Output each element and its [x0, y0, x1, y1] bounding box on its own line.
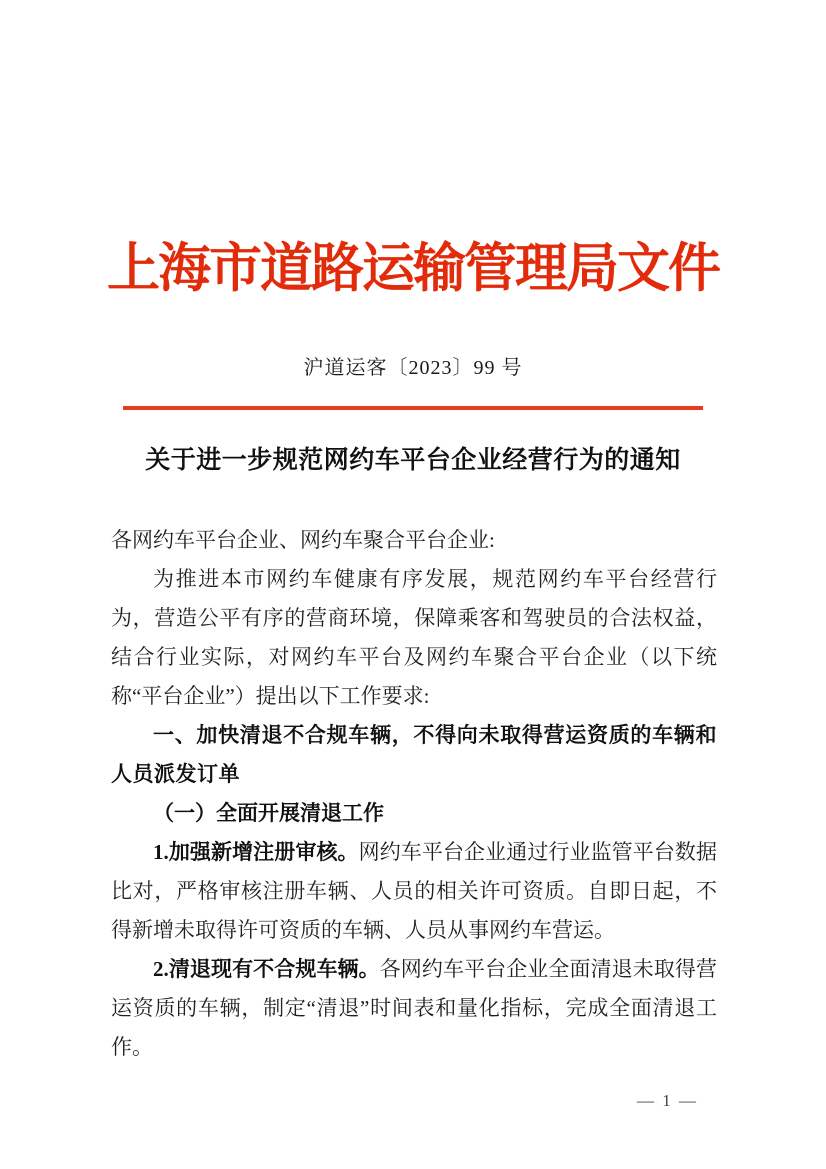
- document-title: 关于进一步规范网约车平台企业经营行为的通知: [145, 447, 681, 474]
- section-1-heading: 一、加快清退不合规车辆，不得向未取得营运资质的车辆和人员派发订单: [111, 724, 717, 786]
- document-number: 沪道运客〔2023〕99 号: [303, 357, 523, 379]
- item-2-paragraph: [111, 950, 717, 1067]
- masthead-title: 上海市道路运输管理局文件: [107, 240, 719, 298]
- salutation: 各网约车平台企业、网约车聚合平台企业:: [111, 528, 495, 552]
- item-1-paragraph: [111, 833, 717, 950]
- subsection-1-heading: （一）全面开展清退工作: [153, 801, 384, 825]
- item-1-text: 网约车平台企业通过行业监管平台数据比对，严格审核注册车辆、人员的相关许可资质。自即日起，不得新增未取得许可资质的车辆、人员从事网约车营运。: [111, 840, 718, 942]
- page-number: — 1 —: [637, 1091, 698, 1110]
- item-1-lead: 1.加强新增注册审核。: [153, 840, 359, 864]
- item-2-lead: 2.清退现有不合规车辆。: [153, 957, 380, 981]
- document-body: [111, 521, 717, 1067]
- item-2-text: 各网约车平台企业全面清退未取得营运资质的车辆，制定“清退”时间表和量化指标，完成全面清退工作。: [111, 957, 717, 1059]
- intro-paragraph: 为推进本市网约车健康有序发展，规范网约车平台经营行为，营造公平有序的营商环境，保障乘客和驾驶员的合法权益，结合行业实际，对网约车平台及网约车聚合平台企业（以下统称“平台企业”）提出以下工作要求:: [111, 567, 717, 708]
- red-divider-line: [123, 406, 703, 410]
